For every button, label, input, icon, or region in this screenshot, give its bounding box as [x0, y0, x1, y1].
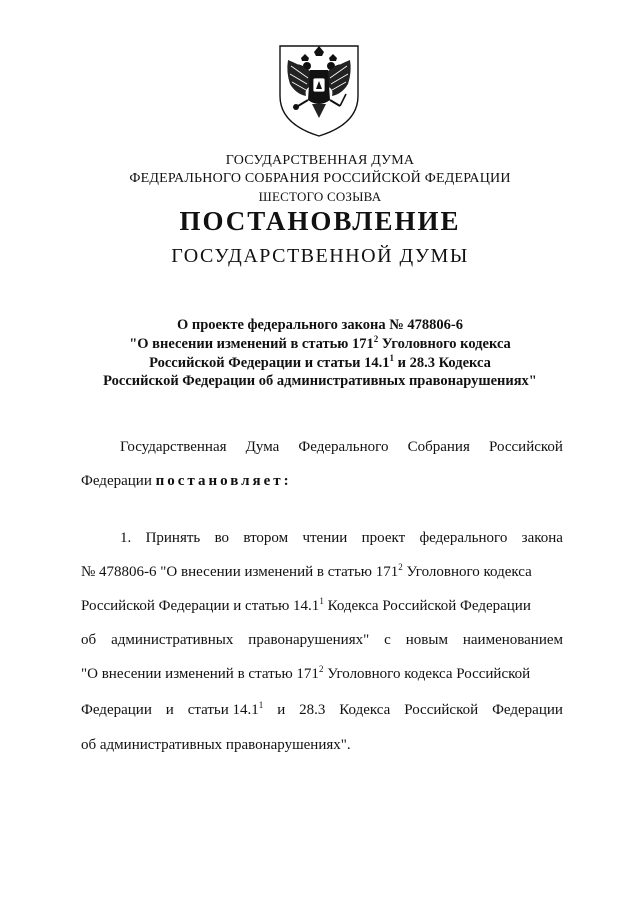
- header-line-convocation: ШЕСТОГО СОЗЫВА: [258, 189, 382, 204]
- preamble-line-1: Государственная Дума Федерального Собрания Российской: [120, 439, 563, 455]
- header-line-assembly: ФЕДЕРАЛЬНОГО СОБРАНИЯ РОССИЙСКОЙ ФЕДЕРАЦИИ: [129, 171, 511, 186]
- paragraph-1-line-2: № 478806-6 "О внесении изменений в статью $171^2$ Уголовного кодекса: [81, 562, 532, 580]
- subject-line-3: Российской Федерации и статьи 14.1$^1$ и 28.3 Кодекса: [149, 353, 491, 371]
- paragraph-1-line-5: "О внесении изменений в статью $171^2$ Уголовного кодекса Российской: [81, 664, 531, 682]
- paragraph-1-line-1: 1. Принять во втором чтении проект федерального закона: [120, 530, 563, 546]
- document-issuer-title: ГОСУДАРСТВЕННОЙ ДУМЫ: [171, 245, 469, 267]
- paragraph-1-line-4: об административных правонарушениях" с новым наименованием: [81, 632, 563, 648]
- paragraph-1-line-6: Федерации и статьи 14.1$^1$ и 28.3 Кодекса Российской Федерации: [81, 700, 563, 718]
- state-emblem-icon: [274, 42, 364, 138]
- paragraph-1-line-7: об административных правонарушениях".: [81, 737, 351, 753]
- subject-line-1: О проекте федерального закона № 478806-6: [176, 317, 464, 333]
- resolves-word: постановляет:: [155, 473, 292, 489]
- preamble-line-2: Федерации постановляет:: [81, 473, 292, 489]
- document-type-title: ПОСТАНОВЛЕНИЕ: [179, 206, 461, 236]
- header-line-duma: ГОСУДАРСТВЕННАЯ ДУМА: [225, 153, 415, 168]
- subject-line-2: "О внесении изменений в статью $171^2$ Уголовного кодекса: [129, 334, 511, 352]
- subject-line-4: Российской Федерации об административных правонарушениях": [103, 373, 537, 389]
- paragraph-1-line-3: Российской Федерации и статью 14.1$^1$ Кодекса Российской Федерации: [81, 596, 531, 614]
